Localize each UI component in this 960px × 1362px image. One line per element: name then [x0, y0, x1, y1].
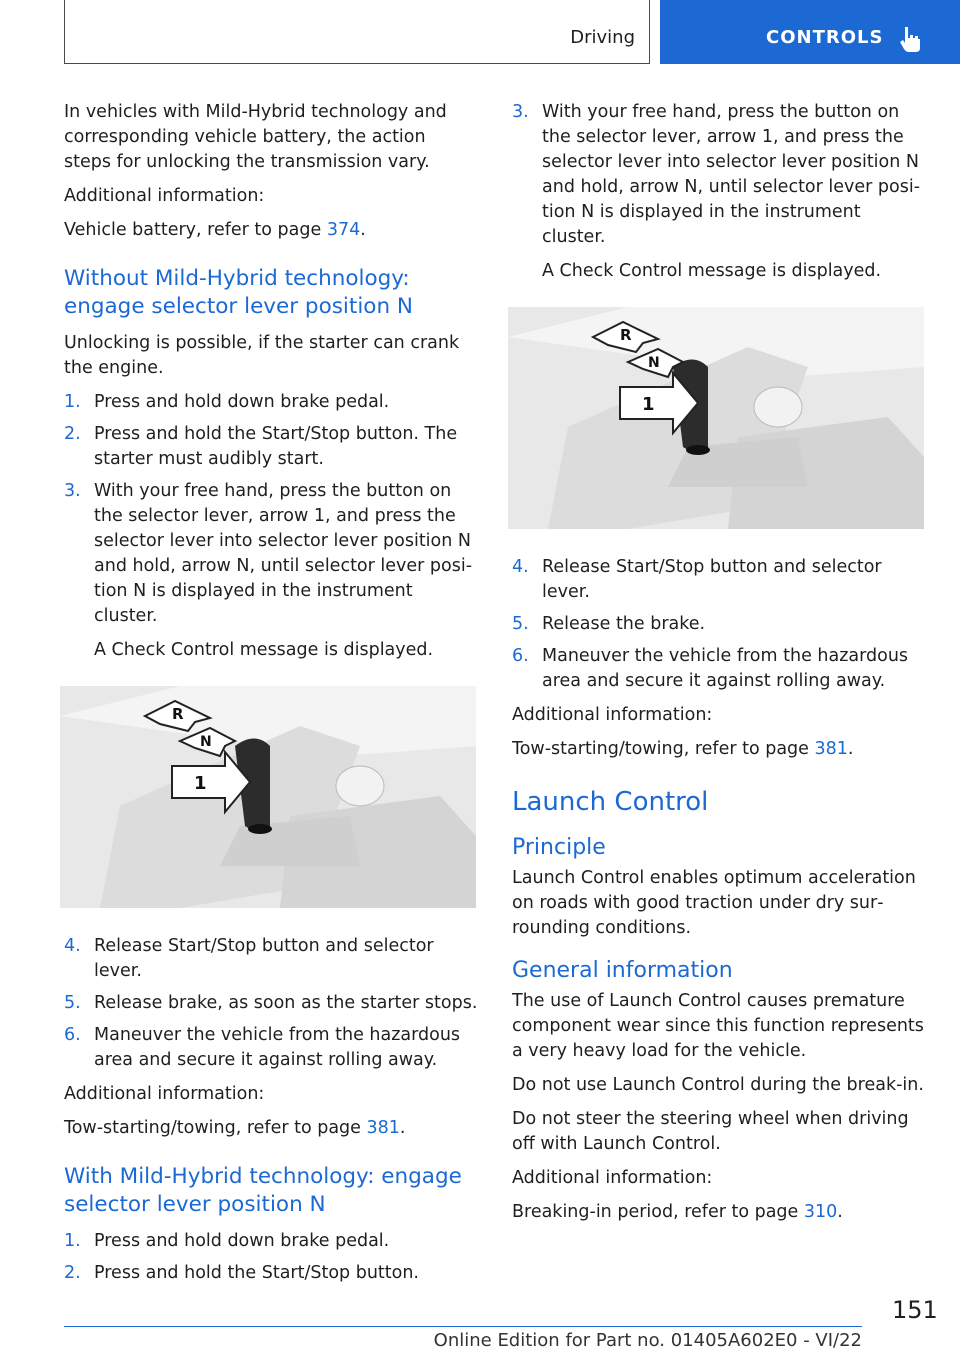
- towing-reference: Tow-starting/towing, refer to page 381.: [64, 1118, 406, 1138]
- right-column: [512, 100, 926, 1234]
- battery-reference: Vehicle battery, refer to page 374.: [64, 220, 366, 240]
- list-item: 2. Press and hold the Start/Stop button. The starter must audibly start.: [64, 424, 458, 469]
- arrow-label-n: N: [200, 734, 212, 750]
- general-paragraph-1: The use of Launch Control causes premature component wear since this function represents a very heavy load for the vehicle.: [512, 991, 924, 1061]
- arrow-label-r: R: [620, 326, 632, 344]
- additional-info-label: Additional information:: [512, 705, 713, 725]
- unlock-paragraph: Unlocking is possible, if the starter can crank the engine.: [64, 333, 460, 378]
- footer-edition: Online Edition for Part no. 01405A602E0 - VI/22: [433, 1330, 862, 1351]
- heading-with-mild-hybrid: With Mild-Hybrid technology: engage selector lever position N: [64, 1164, 462, 1217]
- selector-lever-illustration: [508, 307, 924, 529]
- general-paragraph-3: Do not steer the steering wheel when driving off with Launch Control.: [512, 1109, 909, 1154]
- additional-info-label: Additional information:: [512, 1168, 713, 1188]
- header-chapter-tab: [660, 0, 960, 64]
- principle-paragraph: Launch Control enables optimum acceleration on roads with good traction under dry sur‐ rounding conditions.: [512, 868, 916, 938]
- page-link-374[interactable]: 374: [326, 220, 361, 240]
- page-link-310[interactable]: 310: [803, 1202, 838, 1222]
- hand-pointer-icon: [896, 24, 926, 54]
- footer-divider: [64, 1326, 862, 1327]
- heading-principle: Principle: [512, 835, 606, 860]
- heading-launch-control: Launch Control: [512, 787, 709, 817]
- list-item: 4. Release Start/Stop button and selector lever.: [64, 936, 434, 981]
- steps-list-a: [64, 390, 478, 663]
- left-column: [64, 100, 478, 1295]
- steps-list-c: [64, 1229, 478, 1286]
- list-item: 1. Press and hold down brake pedal.: [64, 392, 390, 412]
- list-item: 3. With your free hand, press the button on the selector lever, arrow 1, and press the selector lever into selector lever position N and hold, arrow N, until selector lever posi‐ tion N is displayed in the instrument cluster. A Check Control message is displayed.: [512, 102, 921, 281]
- list-item: 5. Release the brake.: [512, 614, 706, 634]
- list-item: 3. With your free hand, press the button on the selector lever, arrow 1, and press the selector lever into selector lever position N and hold, arrow N, until selector lever posi‐ tion N is displayed in the instrument cluster. A Check Control message is displayed.: [64, 481, 473, 660]
- header-chapter-title: CONTROLS: [766, 27, 884, 48]
- towing-reference: Tow-starting/towing, refer to page 381.: [512, 739, 854, 759]
- page-link-381[interactable]: 381: [814, 739, 848, 759]
- header-left-box: [64, 0, 650, 64]
- selector-lever-illustration: [60, 686, 476, 908]
- breakin-reference: Breaking-in period, refer to page 310.: [512, 1202, 843, 1222]
- list-item: 6. Maneuver the vehicle from the hazardous area and secure it against rolling away.: [64, 1025, 461, 1070]
- page-link-381[interactable]: 381: [366, 1118, 400, 1138]
- header-section-title: Driving: [570, 27, 635, 48]
- additional-info-label: Additional information:: [64, 186, 265, 206]
- additional-info-label: Additional information:: [64, 1084, 265, 1104]
- list-item: 4. Release Start/Stop button and selector lever.: [512, 557, 882, 602]
- heading-general-information: General information: [512, 958, 733, 983]
- general-paragraph-2: Do not use Launch Control during the break-in.: [512, 1075, 924, 1095]
- arrow-label-1: 1: [642, 394, 655, 415]
- list-item: 2. Press and hold the Start/Stop button.: [64, 1263, 419, 1283]
- arrow-label-1: 1: [194, 773, 207, 794]
- page-number: 151: [892, 1296, 938, 1324]
- steps-list-right-b: [512, 555, 926, 694]
- list-item: 5. Release brake, as soon as the starter stops.: [64, 993, 478, 1013]
- steps-list-b: [64, 934, 478, 1073]
- steps-list-right-a: [512, 100, 926, 284]
- list-item: 6. Maneuver the vehicle from the hazardous area and secure it against rolling away.: [512, 646, 909, 691]
- list-item: 1. Press and hold down brake pedal.: [64, 1231, 390, 1251]
- arrow-label-r: R: [172, 705, 184, 723]
- heading-without-mild-hybrid: Without Mild-Hybrid technology: engage selector lever position N: [64, 266, 413, 319]
- intro-paragraph: In vehicles with Mild-Hybrid technology and corresponding vehicle battery, the action steps for unlocking the transmission vary.: [64, 102, 447, 172]
- arrow-label-n: N: [648, 355, 660, 371]
